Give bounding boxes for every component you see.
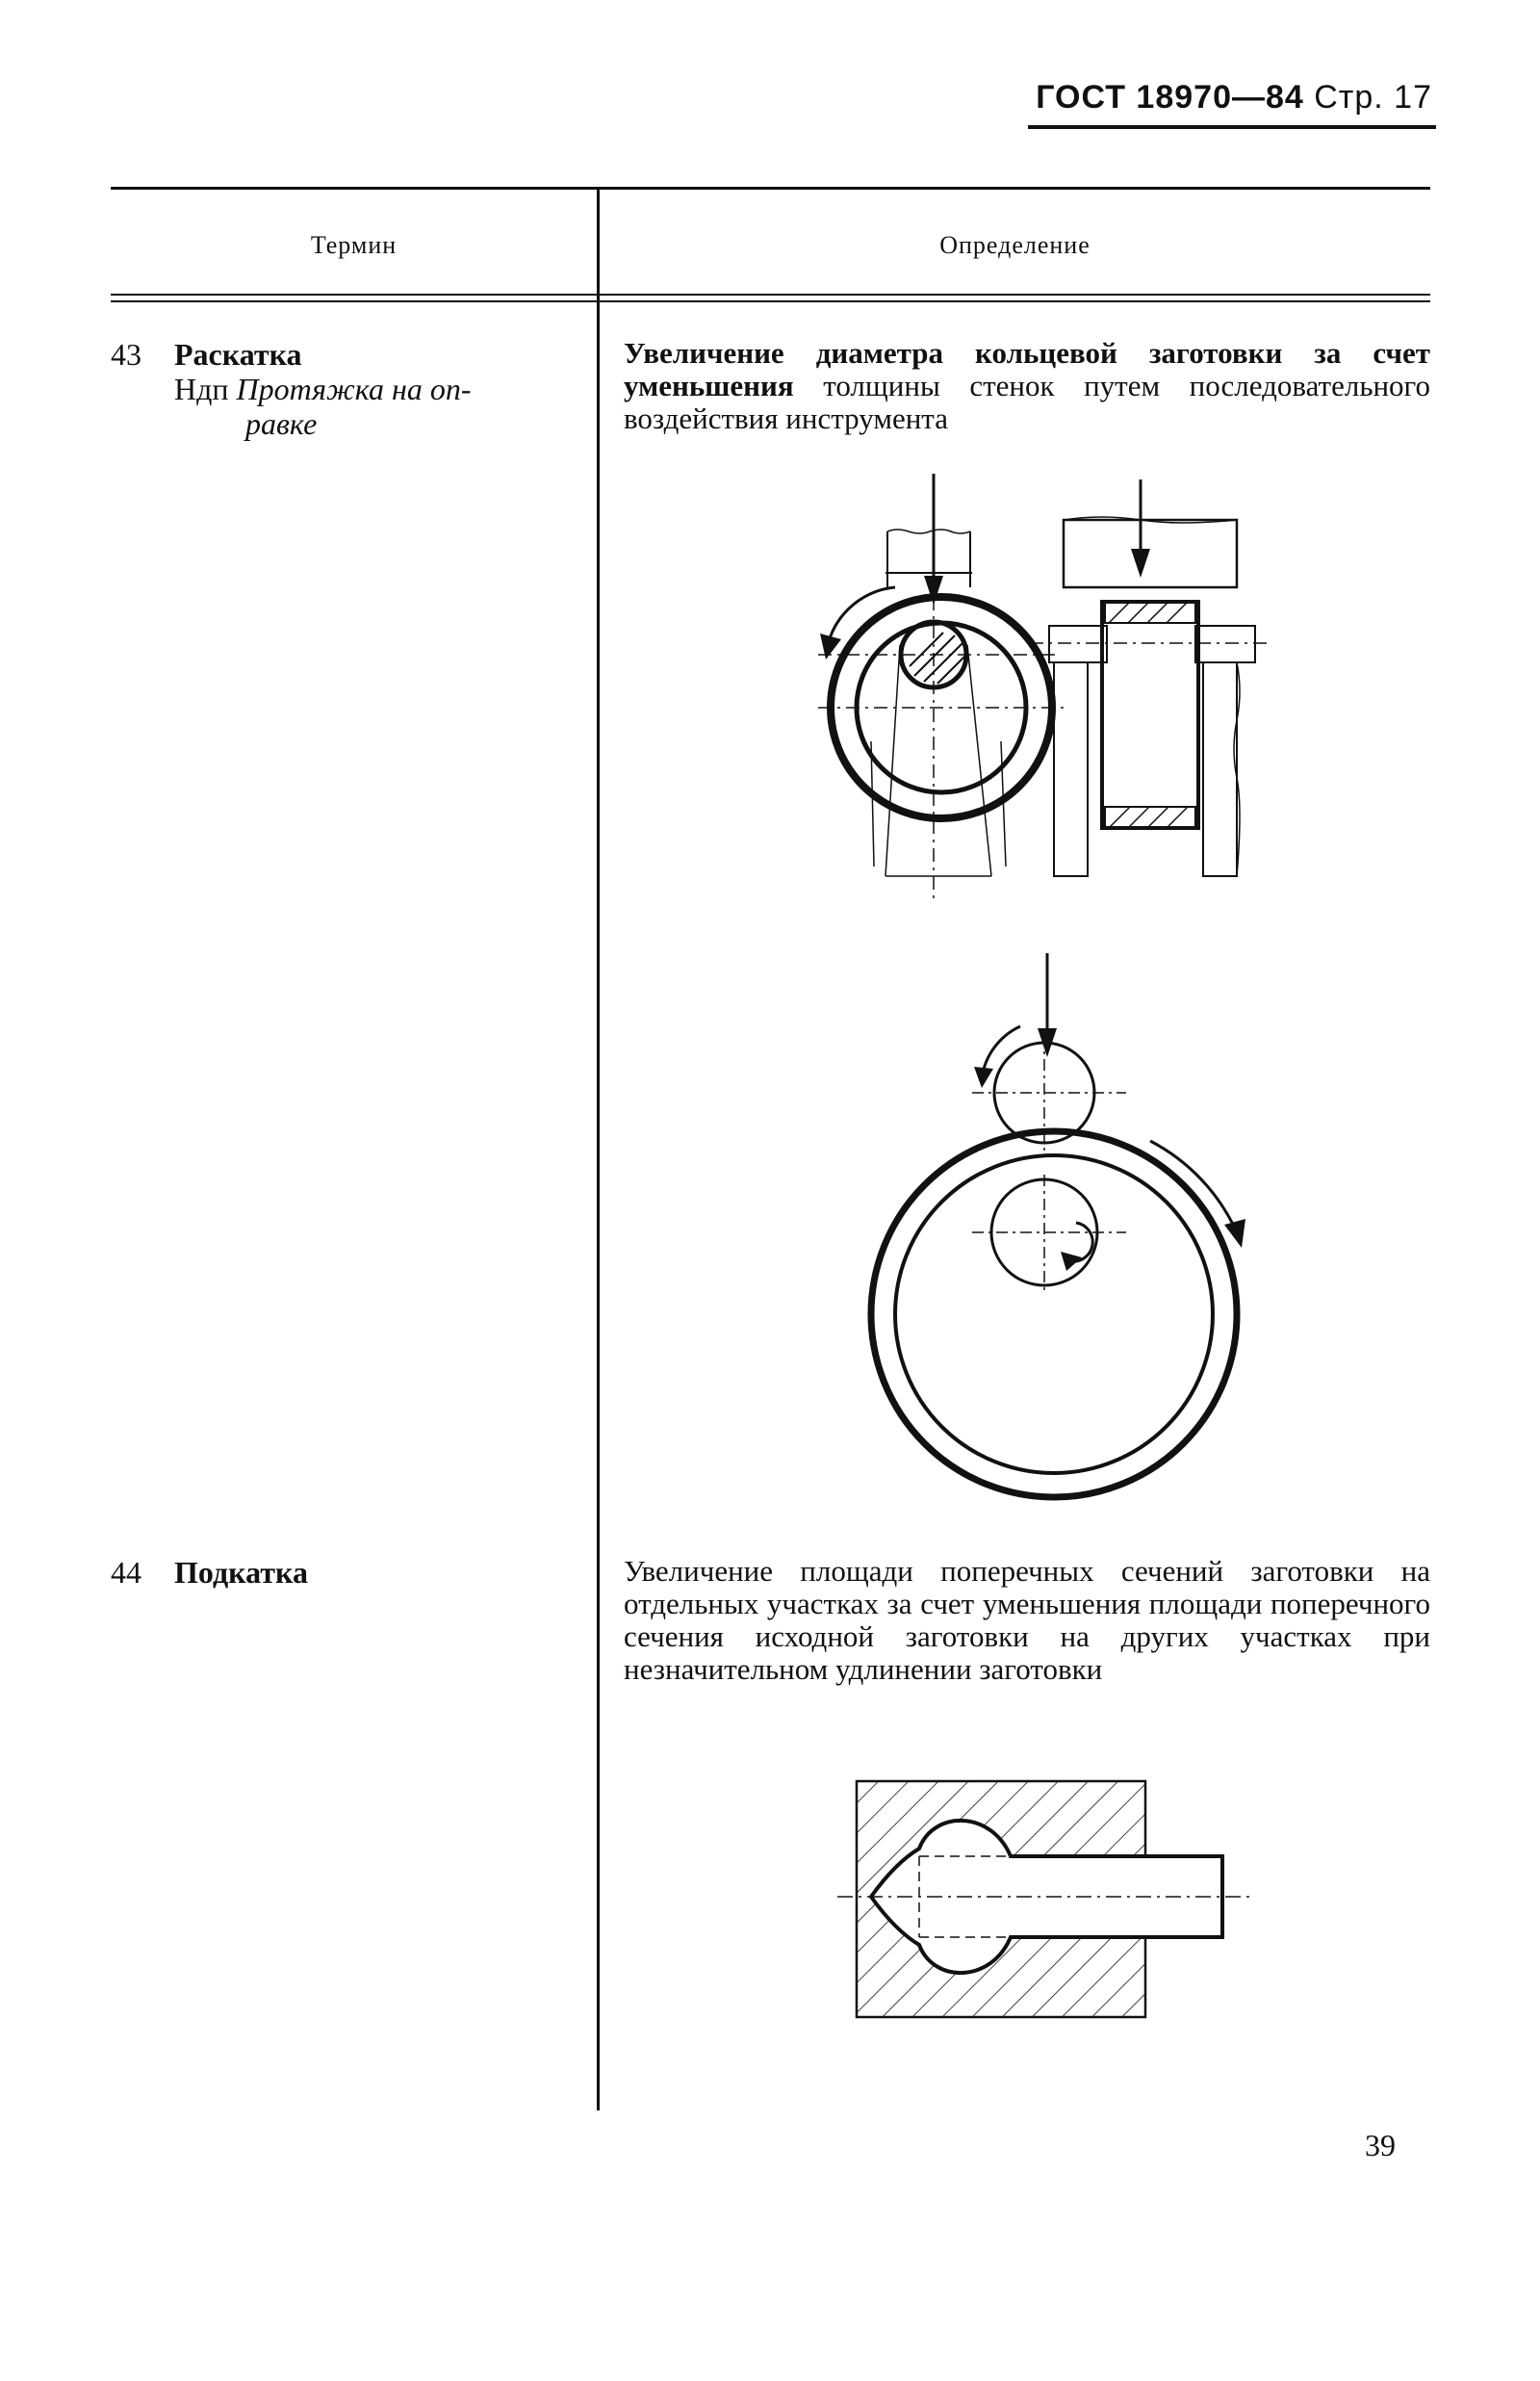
figure-ring-rolling-rolls: [847, 944, 1270, 1531]
table-header-rule-2: [111, 300, 1430, 302]
term-number: 43: [111, 337, 141, 372]
table-top-rule: [111, 187, 1430, 190]
definition-rest: толщины стенок путем последовательного воздействия инструмента: [624, 369, 1430, 435]
figure-ring-rolling-mandrel: [799, 462, 1290, 905]
page-header: [1036, 79, 1432, 116]
column-header-term: Термин: [310, 231, 398, 259]
ndp-term-continuation: равке: [245, 406, 318, 441]
page-number: 39: [1365, 2128, 1396, 2162]
ndp-term: Протяжка на оп-: [236, 372, 472, 406]
term-entry-43: [111, 337, 471, 441]
standard-code: ГОСТ 18970—84: [1036, 79, 1304, 116]
page-label: Стр. 17: [1314, 79, 1432, 116]
term-number: 44: [111, 1555, 141, 1590]
header-rule: [1028, 125, 1436, 129]
column-header-definition: Определение: [939, 231, 1091, 259]
ndp-label: Ндп: [174, 372, 229, 406]
column-divider: [597, 187, 600, 2110]
table-header-rule-1: [111, 294, 1430, 296]
term-name: Подкатка: [174, 1555, 308, 1590]
figure-die-section: [828, 1772, 1270, 2032]
term-name: Раскатка: [174, 337, 302, 372]
definition-lead: Увеличение диаметра кольцевой заготовки за счет уменьшения: [624, 336, 1430, 402]
definition-43: [624, 337, 1430, 435]
term-entry-44: [111, 1555, 308, 1590]
definition-44: Увеличение площади поперечных сечений заготовки на отдельных участках за счет уменьшения площади поперечного сечения исходной заготовки на других участках при незначительном удлинении заготовки: [624, 1554, 1430, 1686]
